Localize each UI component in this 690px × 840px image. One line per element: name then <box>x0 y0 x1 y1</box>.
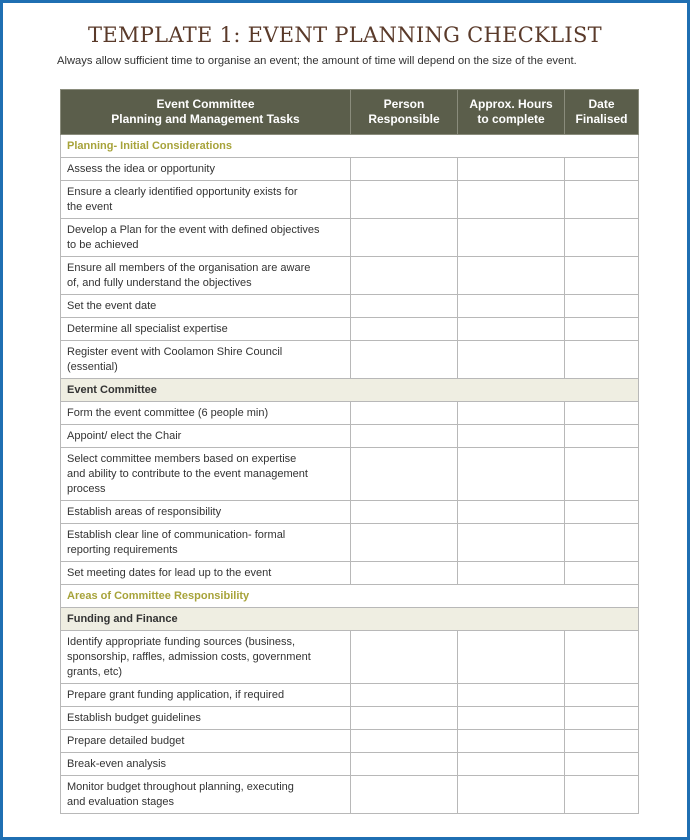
date-finalised-cell[interactable] <box>565 158 639 181</box>
person-responsible-cell[interactable] <box>351 448 458 501</box>
task-text: Prepare detailed budget <box>67 734 185 747</box>
person-responsible-cell[interactable] <box>351 753 458 776</box>
person-responsible-cell[interactable] <box>351 219 458 257</box>
date-finalised-cell[interactable] <box>565 524 639 562</box>
approx-hours-cell[interactable] <box>458 730 565 753</box>
task-row <box>61 295 639 318</box>
section-heading-row <box>61 135 639 158</box>
approx-hours-cell[interactable] <box>458 753 565 776</box>
person-responsible-cell[interactable] <box>351 318 458 341</box>
person-responsible-cell[interactable] <box>351 524 458 562</box>
task-text: Determine all specialist expertise <box>67 322 228 335</box>
table-body <box>61 135 639 814</box>
task-row <box>61 631 639 684</box>
person-responsible-cell[interactable] <box>351 295 458 318</box>
date-finalised-cell[interactable] <box>565 776 639 814</box>
task-cell <box>61 402 351 425</box>
task-cell <box>61 181 351 219</box>
task-text: Appoint/ elect the Chair <box>67 429 182 442</box>
approx-hours-cell[interactable] <box>458 158 565 181</box>
header-line: to complete <box>477 112 545 126</box>
date-finalised-cell[interactable] <box>565 425 639 448</box>
header-tasks <box>61 90 351 135</box>
header-line: Date <box>588 97 615 111</box>
task-row <box>61 341 639 379</box>
task-text: Establish clear line of communication- formal <box>67 528 286 541</box>
subsection-heading-row <box>61 608 639 631</box>
task-text: and ability to contribute to the event management <box>67 467 308 480</box>
task-cell <box>61 448 351 501</box>
task-cell <box>61 318 351 341</box>
person-responsible-cell[interactable] <box>351 776 458 814</box>
task-cell <box>61 341 351 379</box>
task-text: of, and fully understand the objectives <box>67 276 252 289</box>
task-text: Event Committee <box>67 383 157 396</box>
date-finalised-cell[interactable] <box>565 684 639 707</box>
task-text: grants, etc) <box>67 665 123 678</box>
approx-hours-cell[interactable] <box>458 684 565 707</box>
task-row <box>61 730 639 753</box>
task-text: Set meeting dates for lead up to the event <box>67 566 272 579</box>
task-row <box>61 524 639 562</box>
person-responsible-cell[interactable] <box>351 501 458 524</box>
header-line: Event Committee <box>156 97 255 111</box>
person-responsible-cell[interactable] <box>351 181 458 219</box>
date-finalised-cell[interactable] <box>565 562 639 585</box>
header-person-responsible <box>351 90 458 135</box>
approx-hours-cell[interactable] <box>458 501 565 524</box>
task-cell <box>61 776 351 814</box>
task-row <box>61 448 639 501</box>
task-text: to be achieved <box>67 238 139 251</box>
approx-hours-cell[interactable] <box>458 562 565 585</box>
person-responsible-cell[interactable] <box>351 631 458 684</box>
task-cell <box>61 524 351 562</box>
task-cell <box>61 631 351 684</box>
date-finalised-cell[interactable] <box>565 631 639 684</box>
person-responsible-cell[interactable] <box>351 425 458 448</box>
task-text: (essential) <box>67 360 118 373</box>
approx-hours-cell[interactable] <box>458 425 565 448</box>
task-text: Identify appropriate funding sources (business, <box>67 635 296 648</box>
task-cell <box>61 425 351 448</box>
header-approx-hours <box>458 90 565 135</box>
task-text: Establish areas of responsibility <box>67 505 222 518</box>
document-title: TEMPLATE 1: EVENT PLANNING CHECKLIST <box>88 23 602 47</box>
approx-hours-cell[interactable] <box>458 448 565 501</box>
header-line: Approx. Hours <box>469 97 553 111</box>
date-finalised-cell[interactable] <box>565 257 639 295</box>
task-text: sponsorship, raffles, admission costs, government <box>67 650 311 663</box>
person-responsible-cell[interactable] <box>351 730 458 753</box>
person-responsible-cell[interactable] <box>351 257 458 295</box>
person-responsible-cell[interactable] <box>351 158 458 181</box>
date-finalised-cell[interactable] <box>565 402 639 425</box>
task-text: Ensure a clearly identified opportunity exists for <box>67 185 298 198</box>
task-text: Prepare grant funding application, if required <box>67 688 285 701</box>
approx-hours-cell[interactable] <box>458 318 565 341</box>
task-row <box>61 219 639 257</box>
task-row <box>61 684 639 707</box>
task-text: the event <box>67 200 113 213</box>
task-row <box>61 181 639 219</box>
task-text: process <box>67 482 106 495</box>
section-heading-row <box>61 585 639 608</box>
header-date-finalised <box>565 90 639 135</box>
task-cell <box>61 295 351 318</box>
task-row <box>61 318 639 341</box>
task-text: Register event with Coolamon Shire Council <box>67 345 283 358</box>
section-title-cell <box>61 135 639 158</box>
subsection-heading-row <box>61 379 639 402</box>
approx-hours-cell[interactable] <box>458 341 565 379</box>
date-finalised-cell[interactable] <box>565 318 639 341</box>
person-responsible-cell[interactable] <box>351 562 458 585</box>
task-row <box>61 501 639 524</box>
task-row <box>61 158 639 181</box>
task-text: Planning- Initial Considerations <box>67 139 233 152</box>
task-cell <box>61 257 351 295</box>
task-text: Select committee members based on expertise <box>67 452 297 465</box>
date-finalised-cell[interactable] <box>565 707 639 730</box>
task-text: Establish budget guidelines <box>67 711 201 724</box>
task-text: and evaluation stages <box>67 795 175 808</box>
person-responsible-cell[interactable] <box>351 402 458 425</box>
date-finalised-cell[interactable] <box>565 295 639 318</box>
header-line: Person <box>383 97 425 111</box>
date-finalised-cell[interactable] <box>565 181 639 219</box>
task-text: Ensure all members of the organisation are aware <box>67 261 311 274</box>
task-text: Break-even analysis <box>67 757 167 770</box>
approx-hours-cell[interactable] <box>458 181 565 219</box>
person-responsible-cell[interactable] <box>351 684 458 707</box>
task-text: Assess the idea or opportunity <box>67 162 215 175</box>
section-title-cell <box>61 608 639 631</box>
date-finalised-cell[interactable] <box>565 341 639 379</box>
approx-hours-cell[interactable] <box>458 524 565 562</box>
header-line: Finalised <box>575 112 628 126</box>
approx-hours-cell[interactable] <box>458 402 565 425</box>
header-line: Planning and Management Tasks <box>111 112 300 126</box>
task-row <box>61 776 639 814</box>
approx-hours-cell[interactable] <box>458 219 565 257</box>
date-finalised-cell[interactable] <box>565 753 639 776</box>
task-row <box>61 753 639 776</box>
approx-hours-cell[interactable] <box>458 776 565 814</box>
approx-hours-cell[interactable] <box>458 257 565 295</box>
task-row <box>61 257 639 295</box>
task-row <box>61 707 639 730</box>
task-cell <box>61 753 351 776</box>
task-text: Areas of Committee Responsibility <box>67 589 250 602</box>
header-row <box>61 90 639 135</box>
person-responsible-cell[interactable] <box>351 341 458 379</box>
task-text: reporting requirements <box>67 543 178 556</box>
approx-hours-cell[interactable] <box>458 295 565 318</box>
task-text: Funding and Finance <box>67 612 178 625</box>
task-cell <box>61 707 351 730</box>
task-cell <box>61 219 351 257</box>
task-row <box>61 562 639 585</box>
task-text: Develop a Plan for the event with defined objectives <box>67 223 320 236</box>
date-finalised-cell[interactable] <box>565 501 639 524</box>
task-row <box>61 425 639 448</box>
task-text: Set the event date <box>67 299 157 312</box>
task-cell <box>61 158 351 181</box>
date-finalised-cell[interactable] <box>565 448 639 501</box>
document-subtitle: Always allow sufficient time to organise an event; the amount of time will depend on the size of the event. <box>57 55 577 67</box>
section-title-cell <box>61 379 639 402</box>
checklist-table <box>60 89 639 814</box>
date-finalised-cell[interactable] <box>565 219 639 257</box>
header-line: Responsible <box>368 112 440 126</box>
task-text: Monitor budget throughout planning, executing <box>67 780 294 793</box>
section-title-cell <box>61 585 639 608</box>
approx-hours-cell[interactable] <box>458 707 565 730</box>
date-finalised-cell[interactable] <box>565 730 639 753</box>
task-cell <box>61 501 351 524</box>
approx-hours-cell[interactable] <box>458 631 565 684</box>
task-row <box>61 402 639 425</box>
task-text: Form the event committee (6 people min) <box>67 406 269 419</box>
task-cell <box>61 730 351 753</box>
task-cell <box>61 684 351 707</box>
person-responsible-cell[interactable] <box>351 707 458 730</box>
task-cell <box>61 562 351 585</box>
